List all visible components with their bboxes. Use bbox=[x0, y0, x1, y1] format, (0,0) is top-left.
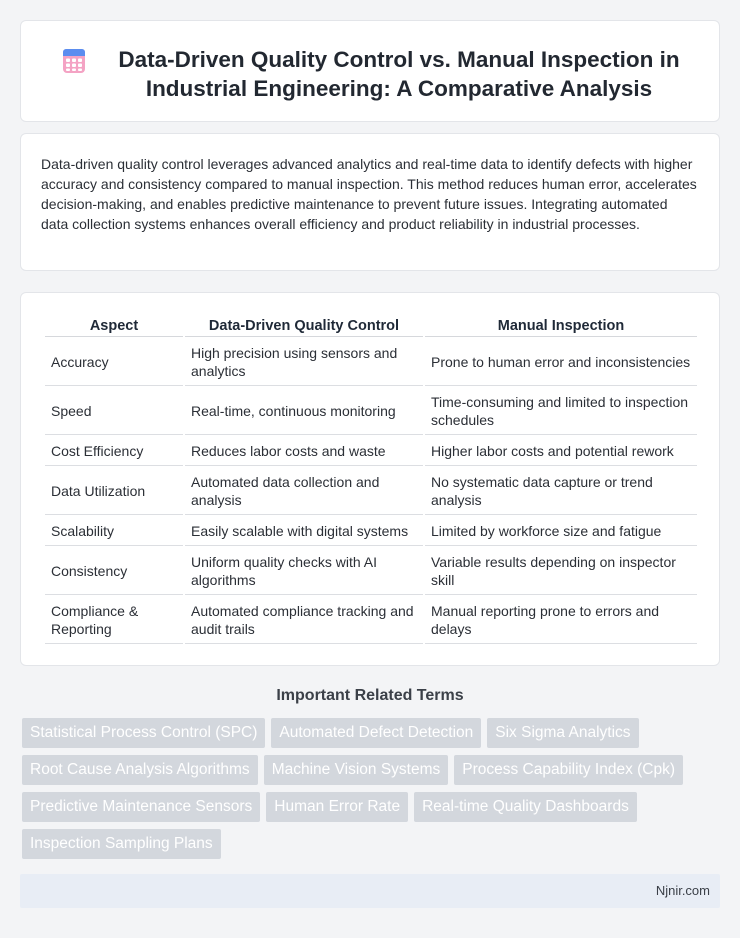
aspect-cell: Consistency bbox=[45, 546, 183, 595]
manual-cell: No systematic data capture or trend analysis bbox=[425, 466, 697, 515]
table-row bbox=[45, 515, 697, 546]
manual-cell: Time-consuming and limited to inspection schedules bbox=[425, 386, 697, 435]
aspect-cell: Accuracy bbox=[45, 337, 183, 386]
header-manual: Manual Inspection bbox=[425, 317, 697, 337]
aspect-cell: Data Utilization bbox=[45, 466, 183, 515]
data-driven-cell: Automated data collection and analysis bbox=[185, 466, 423, 515]
manual-cell: Manual reporting prone to errors and delays bbox=[425, 595, 697, 644]
header-data-driven: Data-Driven Quality Control bbox=[185, 317, 423, 337]
aspect-cell: Cost Efficiency bbox=[45, 435, 183, 466]
term-tag[interactable]: Real-time Quality Dashboards bbox=[414, 792, 637, 822]
table-row bbox=[45, 435, 697, 466]
table-row bbox=[45, 595, 697, 644]
term-tag[interactable]: Automated Defect Detection bbox=[271, 718, 481, 748]
data-driven-cell: Uniform quality checks with AI algorithms bbox=[185, 546, 423, 595]
aspect-cell: Scalability bbox=[45, 515, 183, 546]
manual-cell: Prone to human error and inconsistencies bbox=[425, 337, 697, 386]
data-driven-cell: Automated compliance tracking and audit trails bbox=[185, 595, 423, 644]
term-tag[interactable]: Statistical Process Control (SPC) bbox=[22, 718, 265, 748]
header-aspect: Aspect bbox=[45, 317, 183, 337]
table-row bbox=[45, 337, 697, 386]
footer bbox=[20, 874, 720, 908]
term-tag[interactable]: Predictive Maintenance Sensors bbox=[22, 792, 260, 822]
data-driven-cell: Easily scalable with digital systems bbox=[185, 515, 423, 546]
related-terms-list bbox=[22, 718, 722, 859]
term-tag[interactable]: Process Capability Index (Cpk) bbox=[454, 755, 683, 785]
aspect-cell: Speed bbox=[45, 386, 183, 435]
manual-cell: Limited by workforce size and fatigue bbox=[425, 515, 697, 546]
page-title: Data-Driven Quality Control vs. Manual Inspection in Industrial Engineering: A Comparative Analysis bbox=[118, 47, 680, 101]
data-driven-cell: High precision using sensors and analytics bbox=[185, 337, 423, 386]
table-row bbox=[45, 466, 697, 515]
manual-cell: Variable results depending on inspector skill bbox=[425, 546, 697, 595]
comparison-table bbox=[43, 317, 699, 644]
manual-cell: Higher labor costs and potential rework bbox=[425, 435, 697, 466]
intro-card bbox=[20, 133, 720, 271]
calculator-icon bbox=[61, 48, 87, 74]
footer-site-link[interactable]: Njnir.com bbox=[655, 883, 710, 898]
term-tag[interactable]: Six Sigma Analytics bbox=[487, 718, 638, 748]
term-tag[interactable]: Human Error Rate bbox=[266, 792, 408, 822]
title-card bbox=[20, 20, 720, 122]
table-row bbox=[45, 546, 697, 595]
comparison-table-card bbox=[20, 292, 720, 666]
term-tag[interactable]: Root Cause Analysis Algorithms bbox=[22, 755, 258, 785]
term-tag[interactable]: Inspection Sampling Plans bbox=[22, 829, 221, 859]
aspect-cell: Compliance & Reporting bbox=[45, 595, 183, 644]
data-driven-cell: Reduces labor costs and waste bbox=[185, 435, 423, 466]
table-header-row bbox=[45, 317, 697, 337]
related-terms-heading: Important Related Terms bbox=[276, 687, 464, 704]
table-row bbox=[45, 386, 697, 435]
data-driven-cell: Real-time, continuous monitoring bbox=[185, 386, 423, 435]
term-tag[interactable]: Machine Vision Systems bbox=[264, 755, 449, 785]
intro-paragraph: Data-driven quality control leverages advanced analytics and real-time data to identify defects with higher accuracy and consistency compared to manual inspection. This method reduces human error, accelerates decision-making, and enables predictive maintenance to prevent future issues. Integrating automated data collection systems enhances overall efficiency and product reliability in industrial processes. bbox=[41, 156, 697, 232]
